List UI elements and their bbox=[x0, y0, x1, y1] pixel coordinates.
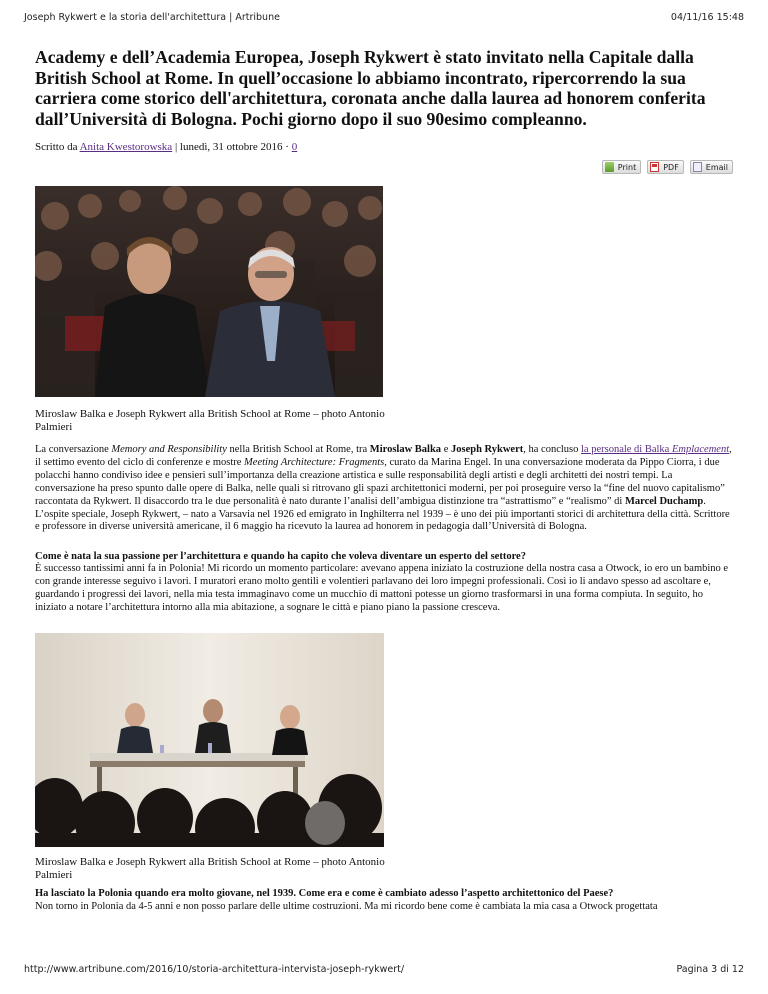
exhibition-link[interactable] bbox=[581, 444, 729, 455]
print-icon bbox=[605, 162, 614, 172]
photo-panel-caption: Miroslaw Balka e Joseph Rykwert alla British School at Rome – photo Antonio Palmieri bbox=[35, 856, 385, 881]
intro-text: e bbox=[441, 444, 451, 455]
article-headline: Academy e dell’Academia Europea, Joseph Rykwert è stato invitato nella Capitale dalla British School at Rome. In quell’occasione lo abbiamo incontrato, ripercorrendo la sua carriera come storico dell'architettura, coronata anche dalla laurea ad honorem conferita dall’Università di Bologna. Pochi giorno dopo il suo 90esimo compleanno. bbox=[35, 47, 706, 129]
pdf-footer bbox=[24, 964, 744, 978]
photo-audience-caption: Miroslaw Balka e Joseph Rykwert alla British School at Rome – photo Antonio Palmieri bbox=[35, 408, 385, 433]
answer-2: Non torno in Polonia da 4-5 anni e non posso parlare delle ultime costruzioni. Ma mi ricordo bene come è cambiata la mia casa a Otwock progettata bbox=[35, 901, 658, 912]
pdf-button[interactable] bbox=[647, 160, 684, 174]
intro-text: , il settimo evento del ciclo di conferenze e mostre bbox=[35, 444, 732, 468]
intro-text: La conversazione bbox=[35, 444, 112, 455]
intro-name-rykwert: Joseph Rykwert bbox=[450, 444, 524, 455]
article-byline bbox=[35, 140, 735, 154]
question-1: Come è nata la sua passione per l’architettura e quando ha capito che voleva diventare un esperto del settore? bbox=[35, 551, 526, 562]
pdf-label: PDF bbox=[663, 162, 679, 172]
pdf-icon bbox=[650, 162, 659, 172]
pdf-header-title: Joseph Rykwert e la storia dell'architettura | Artribune bbox=[24, 12, 280, 23]
intro-name-duchamp: Marcel Duchamp bbox=[624, 495, 704, 507]
byline-prefix: Scritto da bbox=[35, 141, 80, 153]
intro-event-title: Memory and Responsibility bbox=[111, 444, 227, 455]
comments-link[interactable]: 0 bbox=[291, 141, 298, 153]
intro-name-balka: Miroslaw Balka bbox=[369, 444, 442, 455]
intro-text: . L’ospite speciale, Joseph Rykwert, – nato a Varsavia nel 1926 ed emigrato in Inghilterra nel 1939 – è uno dei più importanti storici di architettura della città. Scrittore e professore in diverse università americane, il 6 maggio ha ricevuto la laurea ad honorem in pedagogia dall’Università di Bologna. bbox=[35, 495, 730, 533]
intro-paragraph bbox=[35, 444, 735, 534]
byline-date: | lunedì, 31 ottobre 2016 · bbox=[172, 141, 292, 153]
share-toolbar bbox=[602, 160, 733, 174]
exhibition-link-title: Emplacement bbox=[671, 444, 730, 455]
email-button[interactable] bbox=[690, 160, 733, 174]
print-button[interactable] bbox=[602, 160, 641, 174]
print-label: Print bbox=[617, 162, 637, 172]
photo-audience-image bbox=[35, 186, 383, 397]
photo-panel bbox=[35, 633, 384, 847]
intro-text: nella British School at Rome, tra bbox=[226, 444, 370, 455]
photo-audience bbox=[35, 186, 383, 397]
intro-series-title: Meeting Architecture: Fragments bbox=[244, 456, 385, 468]
author-link[interactable]: Anita Kwestorowska bbox=[79, 141, 173, 153]
email-icon bbox=[693, 162, 702, 172]
intro-text: , curato da Marina Engel. In una conversazione moderata da Pippo Ciorra, i due polacchi hanno condiviso idee e pensieri sull’importanza della creazione artistica e sulle responsabilità degli artisti e degli architetti dei nostri tempi. La conversazione ha preso spunto dalle opere di Balka, nelle quali si ritrovano gli spazi architettonici moderni, per poi proseguire verso la “fine del nuovo capitalismo” raccontata da Rykwert. Il disaccordo tra le due personalità è nato durante l’analisi dell’ambigua distinzione tra “astrattismo” e “realismo” di bbox=[35, 456, 725, 507]
article-content bbox=[35, 47, 735, 912]
pdf-footer-page: Pagina 3 di 12 bbox=[676, 964, 744, 975]
answer-1: È successo tantissimi anni fa in Polonia! Mi ricordo un momento particolare: avevano appena iniziato la costruzione della nostra casa a Otwock, io ero un bambino e con grande interesse seguivo i lavori. I muratori erano molto gentili e volentieri parlavano dei loro impegni professionali. Così io li andavo spesso ad ascoltare e, guardando i progressi dei lavori, nella mia testa immaginavo come un mucchio di mattoni potesse un giorno trasformarsi in una forma compiuta. In seguito, ho iniziato a notare l’architettura intorno alla mia abitazione, a sognare le città e piano piano la passione cresceva. bbox=[35, 563, 729, 613]
question-2: Ha lasciato la Polonia quando era molto giovane, nel 1939. Come era e come è cambiato adesso l’aspetto architettonico del Paese? bbox=[35, 888, 614, 899]
pdf-footer-url: http://www.artribune.com/2016/10/storia-architettura-intervista-joseph-rykwert/ bbox=[24, 964, 405, 975]
pdf-header-datetime: 04/11/16 15:48 bbox=[670, 12, 744, 23]
exhibition-link-text: la personale di Balka bbox=[581, 444, 672, 455]
email-label: Email bbox=[705, 162, 728, 172]
pdf-header bbox=[24, 12, 744, 26]
photo-panel-image bbox=[35, 633, 384, 847]
intro-text: , ha concluso bbox=[523, 444, 581, 455]
